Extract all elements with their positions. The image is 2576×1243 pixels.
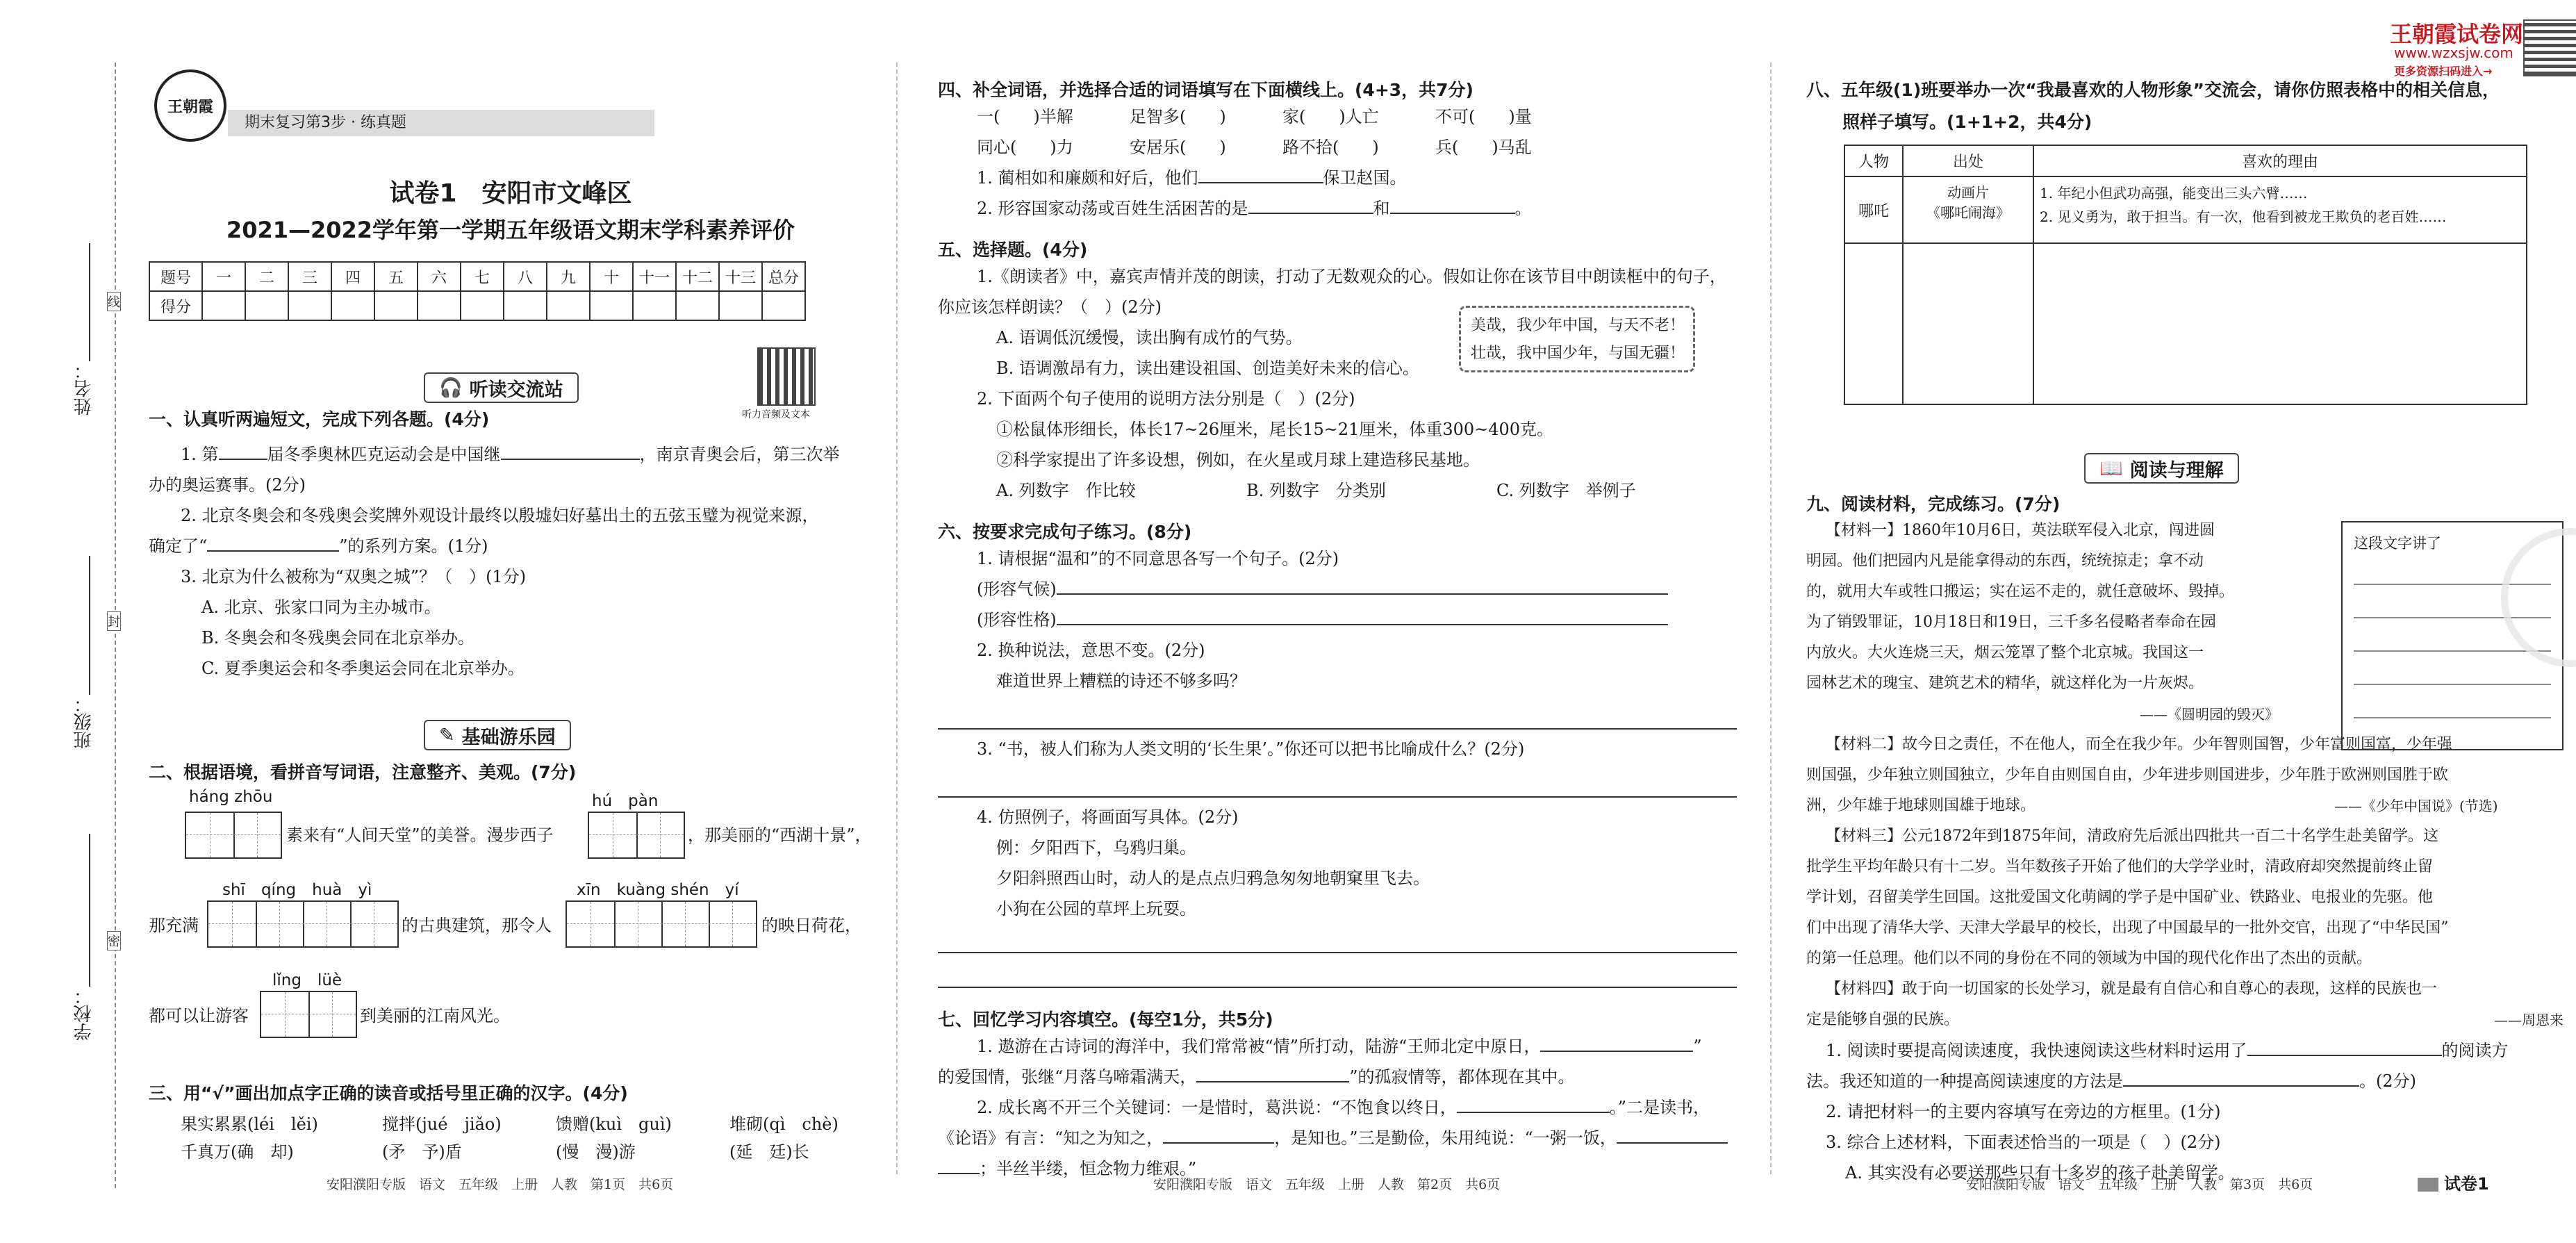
score-cell[interactable] [633, 291, 676, 320]
q6-3-answer[interactable] [938, 778, 1737, 798]
q5-2-option-a[interactable]: A. 列数字 作比较 [996, 481, 1136, 500]
q2-pinyin-4: xīn kuàng shén yí [577, 881, 739, 899]
headphones-icon: 🎧 [439, 377, 463, 399]
q2-title: 二、根据语境，看拼音写词语，注意整齐、美观。(7分) [149, 762, 577, 782]
material-1-line-4: 为了销毁罪证，10月18日和19日，三千多名侵略者奉命在园 [1806, 614, 2216, 631]
q1-2-text-b: 确定了“ [149, 536, 208, 556]
q1-3-option-b[interactable]: B. 冬奥会和冬残奥会同在北京举办。 [201, 628, 474, 648]
brand-name: 王朝霞试卷网 [2390, 21, 2524, 47]
material-4-line-2: 定是能够自强的民族。 [1806, 1011, 1960, 1028]
q4-word-7[interactable]: 路不拾( ) [1282, 138, 1379, 157]
q7-2-blank-4[interactable] [938, 1155, 980, 1174]
q9-1-text-b: 的阅读方 [2441, 1041, 2509, 1060]
q7-1-text-c: 的爱国情，张继“月落乌啼霜满天， [938, 1067, 1197, 1087]
column-divider-2 [1770, 63, 1772, 1174]
brand-site: www.wzxsjw.com [2394, 44, 2513, 61]
score-cell[interactable] [676, 291, 719, 320]
q5-1-text-a: 1.《朗读者》中，嘉宾声情并茂的朗读，打动了无数观众的心。假如让你在该节目中朗读框中的句子， [977, 267, 1726, 286]
brand-logo [154, 69, 226, 142]
pencil-icon: ✎ [439, 724, 455, 746]
name-label: 姓名： [74, 361, 94, 415]
q8-title-b: 照样子填写。(1+1+2，共4分) [1842, 112, 2092, 132]
material-1-line-5: 内放火。大火连烧三天，烟云笼罩了整个北京城。我国这一 [1806, 644, 2204, 661]
score-cell[interactable] [504, 291, 547, 320]
score-table-header-cell: 十三 [719, 262, 762, 291]
q6-4-prompt: 小狗在公园的草坪上玩耍。 [996, 899, 1196, 919]
seal-mark-xian: 线 [107, 292, 121, 311]
score-table-header-cell: 五 [374, 262, 418, 291]
seal-mark-mi: 密 [107, 931, 121, 950]
q7-1-blank-2[interactable] [1196, 1063, 1349, 1083]
material-3-line-1: 【材料三】公元1872年到1875年间，清政府先后派出四批共一百二十名学生赴美留学。这 [1826, 828, 2438, 845]
q2-grid-4[interactable] [565, 900, 757, 948]
q8-row1-reason-1: 1. 年纪小但武功高强，能变出三头六臂…… [2040, 185, 2308, 201]
q5-2-sentence-1: ①松鼠体形细长，体长17~26厘米，尾长15~21厘米，体重300~400克。 [996, 420, 1554, 439]
q7-1-text-a: 1. 遨游在古诗词的海洋中，我们常常被“情”所打动，陆游“王师北定中原日， [977, 1037, 1541, 1056]
page-3-footer: 安阳濮阳专版 语文 五年级 上册 人教 第3页 共6页 [1966, 1177, 2313, 1192]
score-cell[interactable] [590, 291, 633, 320]
material-4-source: ——周恩来 [2494, 1012, 2563, 1028]
score-table-header-cell: 七 [461, 262, 504, 291]
q7-title: 七、回忆学习内容填空。(每空1分，共5分) [938, 1010, 1273, 1030]
paper-tag [2418, 1170, 2489, 1194]
q9-3-option-a[interactable]: A. 其实没有必要送那些只有十多岁的孩子赴美留学。 [1845, 1163, 2235, 1183]
material-1-line-3: 的，就用大车或牲口搬运；实在运不走的，就任意破坏、毁掉。 [1806, 583, 2235, 600]
q1-2-text-c: ”的系列方案。(1分) [339, 536, 488, 556]
q8-row1-person: 哪吒 [1844, 176, 1903, 243]
q7-2-text-a: 2. 成长离不开三个关键词：一是惜时，葛洪说：“不饱食以终日， [977, 1098, 1457, 1117]
q8-head-person: 人物 [1844, 145, 1903, 176]
q6-1-label-a: (形容气候) [977, 579, 1057, 599]
exam-subtitle: 2021—2022学年第一学期五年级语文期末学科素养评价 [226, 217, 795, 243]
q6-title: 六、按要求完成句子练习。(8分) [938, 522, 1192, 542]
score-cell[interactable] [202, 291, 245, 320]
q4-1-text-b: 保卫赵国。 [1323, 168, 1407, 188]
q1-title: 一、认真听两遍短文，完成下列各题。(4分) [149, 409, 490, 429]
score-table-header-cell: 八 [504, 262, 547, 291]
score-cell[interactable] [719, 291, 762, 320]
q7-1-blank-1[interactable] [1540, 1032, 1693, 1052]
q5-quote-box [1459, 306, 1695, 372]
material-1-line-1: 【材料一】1860年10月6日，英法联军侵入北京，闯进圆 [1826, 522, 2215, 539]
q2-grid-3[interactable] [207, 900, 399, 948]
q3-item-6[interactable]: (矛 予)盾 [382, 1142, 462, 1162]
q4-1-blank[interactable] [1198, 164, 1323, 183]
q1-1-text-d: 办的奥运赛事。(2分) [149, 475, 306, 495]
section-listen-banner [424, 372, 579, 403]
score-cell[interactable] [331, 291, 374, 320]
q3-item-7[interactable]: (慢 漫)游 [556, 1142, 636, 1162]
q4-2-text-b: 和 [1373, 199, 1390, 218]
score-table-header-cell: 总分 [762, 262, 805, 291]
q2-text-5: 的映日荷花， [761, 916, 861, 935]
q5-title: 五、选择题。(4分) [938, 240, 1088, 260]
q3-item-4[interactable]: 堆砌(qì chè) [729, 1114, 839, 1134]
q7-2-text-c: 《论语》有言：“知之为知之， [938, 1128, 1164, 1148]
material-1-line-2: 明园。他们把园内凡是能拿得动的东西，统统掠走；拿不动 [1806, 552, 2204, 570]
q8-row1-source-title: 《哪吒闹海》 [1926, 204, 2010, 221]
score-table-header-cell: 九 [547, 262, 590, 291]
score-table-header-cell: 十二 [676, 262, 719, 291]
q9-1-text-a: 1. 阅读时要提高阅读速度，我快速阅读这些材料时运用了 [1826, 1041, 2247, 1060]
q8-answer-source[interactable] [1903, 243, 2033, 404]
q6-2-sentence: 难道世界上糟糕的诗还不够多吗？ [996, 671, 1246, 691]
q4-word-3[interactable]: 家( )人亡 [1282, 107, 1379, 126]
q6-1-answer-a[interactable] [1057, 575, 1668, 595]
q8-answer-reason[interactable] [2033, 243, 2527, 404]
q7-2-blank-2[interactable] [1163, 1124, 1274, 1144]
q6-4-question: 4. 仿照例子，将画面写具体。(2分) [977, 807, 1239, 827]
q2-grid-2[interactable] [588, 812, 685, 859]
q7-2-text-d: ，是知也。”三是勤俭，朱用纯说：“一粥一饭， [1274, 1128, 1617, 1148]
q5-2-option-c[interactable]: C. 列数字 举例子 [1496, 481, 1636, 500]
q6-3-question: 3. “书，被人们称为人类文明的‘长生果’。”你还可以把书比喻成什么？(2分) [977, 739, 1525, 759]
q7-1-text-b: ” [1693, 1037, 1702, 1056]
material-2-source: ——《少年中国说》(节选) [2334, 798, 2498, 814]
score-table-header-cell: 四 [331, 262, 374, 291]
q2-pinyin-3: shī qíng huà yì [222, 881, 372, 899]
paper-tag-label: 试卷1 [2444, 1174, 2489, 1194]
material-3-line-4: 们中出现了清华大学、天津大学最早的校长，出现了中国最早的一批外交官，出现了“中华民国” [1806, 919, 2449, 937]
brand-qr-code[interactable] [2523, 19, 2576, 76]
q2-pinyin-5: lǐng lüè [272, 971, 342, 989]
section-basic-label: 基础游乐园 [461, 726, 556, 748]
book-icon: 📖 [2099, 458, 2123, 479]
q1-2-blank[interactable] [207, 532, 339, 552]
score-table-header-cell: 十 [590, 262, 633, 291]
q9-3-question: 3. 综合上述材料，下面表述恰当的一项是（ ）(2分) [1826, 1133, 2221, 1152]
q5-1-option-b[interactable]: B. 语调激昂有力，读出建设祖国、创造美好未来的信心。 [996, 359, 1419, 378]
material-1-line-6: 园林艺术的瑰宝、建筑艺术的精华，就这样化为一片灰烬。 [1806, 675, 2204, 692]
q1-1-blank-1[interactable] [219, 441, 267, 460]
score-table-header-cell: 二 [245, 262, 288, 291]
section-listen-label: 听读交流站 [469, 379, 563, 401]
section-reading-banner [2084, 453, 2239, 484]
q3-item-8[interactable]: (延 廷)长 [729, 1142, 809, 1162]
score-table-row-label: 得分 [149, 291, 202, 320]
q2-text-2: ，那美丽的“西湖十景”， [688, 825, 872, 845]
q1-3-option-c[interactable]: C. 夏季奥运会和冬季奥运会同在北京举办。 [201, 659, 525, 678]
q6-2-answer[interactable] [938, 710, 1737, 730]
q6-1-answer-b[interactable] [1057, 606, 1668, 625]
brand-logo-text: 王朝霞 [167, 98, 213, 116]
score-cell[interactable] [461, 291, 504, 320]
q8-head-source: 出处 [1903, 145, 2033, 176]
q4-2-blank-2[interactable] [1390, 195, 1515, 214]
score-table-header-cell: 三 [288, 262, 331, 291]
q4-word-8[interactable]: 兵( )马乱 [1435, 138, 1532, 157]
score-cell[interactable] [762, 291, 805, 320]
q1-3-question: 3. 北京为什么被称为“双奥之城”？（ ）(1分) [181, 567, 527, 586]
q1-3-option-a[interactable]: A. 北京、张家口同为主办城市。 [201, 598, 441, 617]
q9-1-blank-2[interactable] [2123, 1067, 2359, 1087]
q4-word-6[interactable]: 安居乐( ) [1130, 138, 1226, 157]
q5-quote-line-2: 壮哉，我中国少年，与国无疆！ [1471, 345, 1685, 362]
q4-2-blank-1[interactable] [1248, 195, 1373, 214]
q3-row-1 [181, 1109, 839, 1139]
page-3 [1792, 0, 2563, 1243]
material-3-line-2: 批学生平均年龄只有十二岁。当年数孩子开始了他们的大学学业时，清政府却突然提前终止留 [1806, 858, 2434, 875]
score-table-header-cell: 六 [418, 262, 461, 291]
page-1 [146, 0, 875, 1243]
material-4-line-1: 【材料四】敢于向一切国家的长处学习，就是最有自信心和自尊心的表现，这样的民族也一 [1826, 980, 2438, 998]
q9-2-question: 2. 请把材料一的主要内容填写在旁边的方框里。(1分) [1826, 1102, 2221, 1121]
q8-row1-source-type: 动画片 [1947, 184, 1989, 201]
q2-text-3: 那充满 [149, 916, 199, 935]
q3-item-1[interactable]: 果实累累(léi lěi) [181, 1114, 318, 1134]
score-cell[interactable] [547, 291, 590, 320]
q5-2-sentence-2: ②科学家提出了许多设想，例如，在火星或月球上建造移民基地。 [996, 450, 1480, 470]
page-2: 四、补全词语，并选择合适的词语填写在下面横线上。(4+3，共7分) 一( )半解 足智多( ) 家( )人亡 不可( )量 同心( )力 安居乐( ) 路不拾( ) 兵( )马乱 1. 蔺相如和廉颇和好后，他们 保卫赵国。 2. 形容国家动荡或百姓生活困苦的是 和 。 五、选择题。(4分) 1.《朗读者》中，嘉宾声情并茂的朗读，打动了无数观众的心。假如让你在该节目中朗读框中的句子， 你应该怎样朗读？（ ）(2分) A. 语调低沉缓慢，读出胸有成竹的气势。 B. 语调激昂有力，读出建设祖国、创造美好未来的信心。 2. 下面两个句子使用的说明方法分别是（ ）(2分) ①松鼠体形细长，体长17~26厘米，尾长15~21厘米，体重300~400克。 ②科学家提出了许多设想，例如，在火星或月球上建造移民基地。 A. 列数字 作比较 B. 列数字 分类别 C. 列数字 举例子 六、按要求完成句子练习。(8分) 1. 请根据“温和”的不同意思各写一个句子。(2分) (形容气候) (形容性格) 2. 换种说法，意思不变。(2分) 难道世界上糟糕的诗还不够多吗？ 3. “书，被人们称为人类文明的‘长生果’。”你还可以把书比喻成什么？(2分) 4. 仿照例子，将画面写具体。(2分) 例：夕阳西下，乌鸦归巢。 夕阳斜照西山时，动人的是点点归鸦急匆匆地朝窠里飞去。 小狗在公园的草坪上玩耍。 七、回忆学习内容填空。(每空1分，共5分) 1. 遨游在古诗词的海洋中，我们常常被“情”所打动，陆游“王师北定中原日， ” 的爱国情，张继“月落乌啼霜满天， ”的孤寂情等，都体现在其中。 2. 成长离不开三个关键词：一是惜时，葛洪说：“不饱食以终日， 。”二是读书， 《论语》有言：“知之为知之， ，是知也。”三是勤俭，朱用纯说：“一粥一饭， ；半丝半缕，恒念物力维艰。” 美哉，我少年中国，与天不老！ 壮哉，我中国少年，与国无疆！ 安阳濮阳专版 语文 五年级 上册 人教 第2页 共6页 [924, 0, 1751, 1243]
q7-2-text-e: ；半丝半缕，恒念物力维艰。” [980, 1159, 1197, 1178]
school-label: 学校： [74, 987, 94, 1041]
q2-text-6: 都可以让游客 [149, 1006, 249, 1026]
q3-row-2 [181, 1137, 809, 1167]
q5-1-text-b: 你应该怎样朗读？（ ）(2分) [938, 297, 1162, 317]
q1-1-text-a: 1. 第 [181, 445, 219, 464]
material-2-line-2: 则国强，少年独立则国独立，少年自由则国自由，少年进步则国进步，少年胜于欧洲则国胜于欧 [1806, 766, 2449, 784]
qr-code-audio[interactable] [757, 347, 816, 406]
score-cell[interactable] [245, 291, 288, 320]
class-label: 班级： [74, 695, 94, 749]
score-table [149, 261, 806, 321]
q9-summary-label: 这段文字讲了 [2354, 535, 2441, 552]
page-2-footer: 安阳濮阳专版 语文 五年级 上册 人教 第2页 共6页 [1153, 1177, 1501, 1192]
q2-text-7: 到美丽的江南风光。 [360, 1006, 510, 1026]
q1-1-blank-2[interactable] [501, 441, 640, 460]
q9-title: 九、阅读材料，完成练习。(7分) [1806, 494, 2061, 514]
q6-1-label-b: (形容性格) [977, 610, 1057, 629]
q6-2-question: 2. 换种说法，意思不变。(2分) [977, 641, 1205, 660]
material-2-line-1: 【材料二】故今日之责任，不在他人，而全在我少年。少年智则国智，少年富则国富，少年强 [1826, 736, 2453, 753]
q4-word-2[interactable]: 足智多( ) [1130, 107, 1226, 126]
q2-text-4: 的古典建筑，那令人 [402, 916, 552, 935]
score-cell[interactable] [418, 291, 461, 320]
score-table-header-cell: 一 [202, 262, 245, 291]
section-reading-label: 阅读与理解 [2129, 459, 2224, 481]
q1-1-text-c: ，南京青奥会后，第三次举 [639, 445, 840, 464]
seal-mark-feng: 封 [107, 611, 121, 631]
exam-title: 试卷1 安阳市文峰区 [389, 179, 632, 208]
q9-1-text-d: 。(2分) [2359, 1071, 2416, 1091]
q1-2-text-a: 2. 北京冬奥会和冬残奥会奖牌外观设计最终以殷墟妇好墓出土的五弦玉璧为视觉来源， [181, 506, 819, 525]
q4-1-text-a: 1. 蔺相如和廉颇和好后，他们 [977, 168, 1198, 188]
q2-grid-5[interactable] [260, 991, 357, 1038]
q6-4-example-expanded: 夕阳斜照西山时，动人的是点点归鸦急匆匆地朝窠里飞去。 [996, 869, 1430, 888]
q5-1-option-a[interactable]: A. 语调低沉缓慢，读出胸有成竹的气势。 [996, 328, 1303, 347]
q3-item-2[interactable]: 搅拌(jué jiǎo) [382, 1114, 502, 1134]
q5-2-question: 2. 下面两个句子使用的说明方法分别是（ ）(2分) [977, 389, 1355, 409]
score-cell[interactable] [374, 291, 418, 320]
score-cell[interactable] [288, 291, 331, 320]
q8-title-a: 八、五年级(1)班要举办一次“我最喜欢的人物形象”交流会，请你仿照表格中的相关信息， [1806, 80, 2500, 100]
qr-caption: 听力音频及文本 [742, 409, 810, 420]
score-table-header-label: 题号 [149, 262, 202, 291]
q4-2-text-a: 2. 形容国家动荡或百姓生活困苦的是 [977, 199, 1248, 218]
q7-2-blank-3[interactable] [1617, 1124, 1728, 1144]
stage-banner: 期末复习第3步 · 练真题 [228, 110, 654, 136]
material-3-line-3: 学计划，召留美学生回国。这批爱国文化萌阔的学子是中国矿业、铁路业、电报业的先驱。他 [1806, 889, 2434, 906]
q2-pinyin-1: háng zhōu [189, 788, 273, 806]
q8-answer-person[interactable] [1844, 243, 1903, 404]
material-1-source: ——《圆明园的毁灭》 [2140, 706, 2279, 723]
q6-4-answer-2[interactable] [938, 969, 1737, 988]
q7-1-text-d: ”的孤寂情等，都体现在其中。 [1349, 1067, 1575, 1087]
q7-2-text-b: 。”二是读书， [1609, 1098, 1710, 1117]
q6-4-answer-1[interactable] [938, 934, 1737, 953]
q4-title: 四、补全词语，并选择合适的词语填写在下面横线上。(4+3，共7分) [938, 80, 1473, 100]
q5-2-option-b[interactable]: B. 列数字 分类别 [1246, 481, 1386, 500]
q7-2-blank-1[interactable] [1457, 1094, 1610, 1113]
q8-head-reason: 喜欢的理由 [2033, 145, 2527, 176]
q9-1-text-c: 法。我还知道的一种提高阅读速度的方法是 [1806, 1071, 2123, 1091]
q3-item-3[interactable]: 馈赠(kuì guì) [556, 1114, 672, 1134]
q2-pinyin-2: hú pàn [592, 792, 659, 810]
q4-word-4[interactable]: 不可( )量 [1435, 107, 1532, 126]
page-1-footer: 安阳濮阳专版 语文 五年级 上册 人教 第1页 共6页 [327, 1177, 674, 1192]
q3-item-5[interactable]: 千真万(确 却) [181, 1142, 294, 1162]
material-2-line-3: 洲，少年雄于地球则国雄于地球。 [1806, 797, 2036, 814]
q2-text-1: 素来有“人间天堂”的美誉。漫步西子 [286, 825, 554, 845]
section-basic-banner [424, 720, 571, 750]
q6-4-example: 例：夕阳西下，乌鸦归巢。 [996, 838, 1196, 857]
q6-1-question: 1. 请根据“温和”的不同意思各写一个句子。(2分) [977, 549, 1339, 568]
q1-1-text-b: 届冬季奥林匹克运动会是中国继 [267, 445, 501, 464]
score-table-header-cell: 十一 [633, 262, 676, 291]
q8-table [1844, 145, 2527, 405]
material-3-line-5: 的第一任总理。他们以不同的身份在不同的领域为中国的现代化作出了杰出的贡献。 [1806, 950, 2372, 967]
q5-quote-line-1: 美哉，我少年中国，与天不老！ [1471, 317, 1685, 334]
brand-promo: 更多资源扫码进入→ [2394, 65, 2493, 78]
q4-word-1[interactable]: 一( )半解 [977, 107, 1073, 126]
q8-row1-reason-2: 2. 见义勇为，敢于担当。有一次，他看到被龙王欺负的老百姓…… [2040, 208, 2447, 225]
q3-title: 三、用“√”画出加点字正确的读音或括号里正确的汉字。(4分) [149, 1083, 628, 1103]
q9-1-blank-1[interactable] [2247, 1037, 2442, 1056]
q2-grid-1[interactable] [185, 812, 282, 859]
column-divider-1 [896, 63, 898, 1174]
q4-word-5[interactable]: 同心( )力 [977, 138, 1073, 157]
